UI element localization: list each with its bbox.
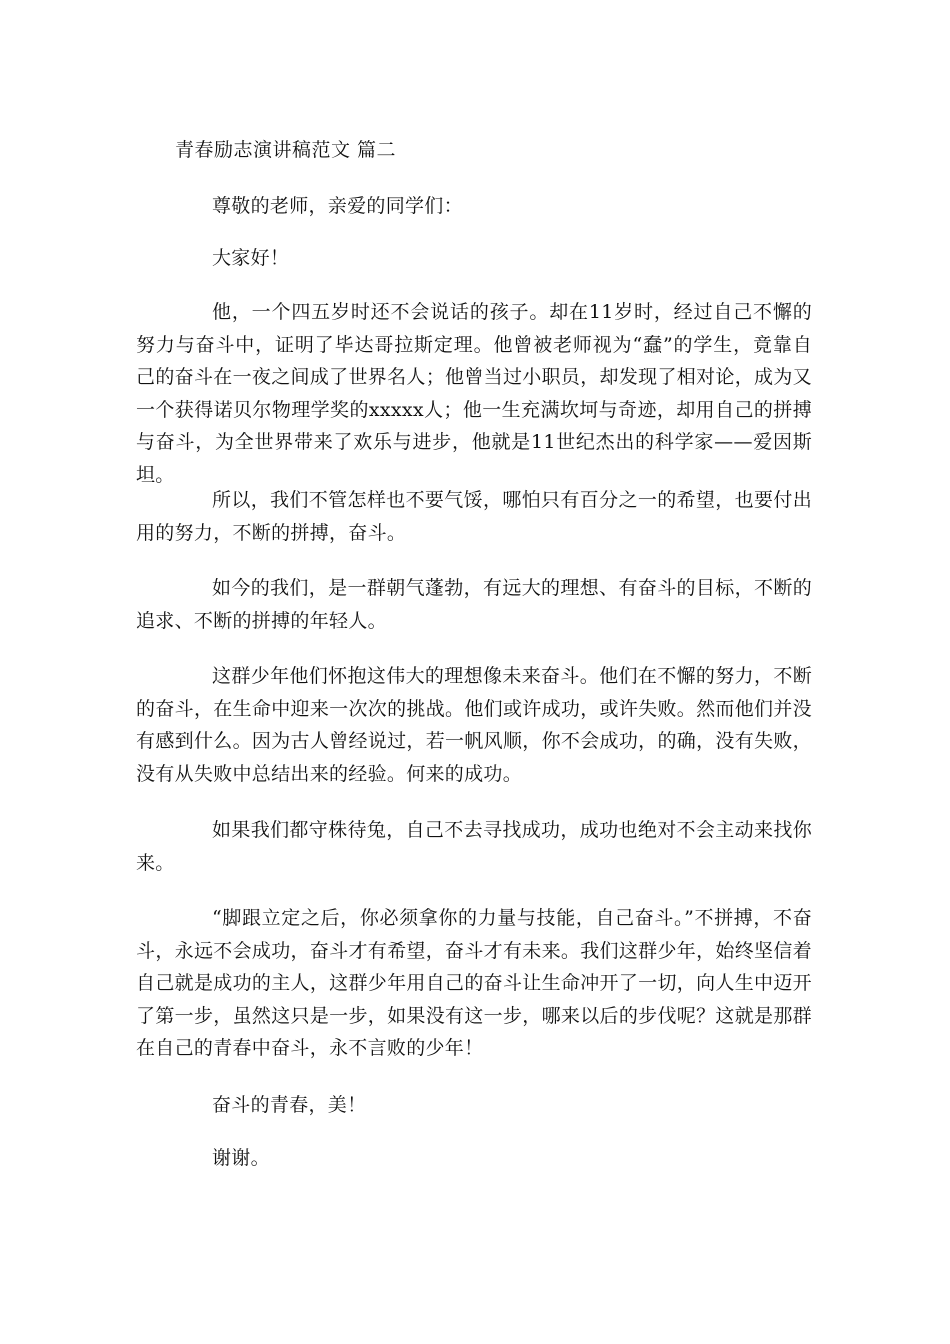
paragraph-quote: “脚跟立定之后，你必须拿你的力量与技能，自己奋斗。”不拼搏，不奋斗，永远不会成功，奋斗才有希望，奋斗才有未来。我们这群少年，始终坚信着自己就是成功的主人，这群少年用自己的奋斗让生命冲开了一切，向人生中迈开了第一步，虽然这只是一步，如果没有这一步，哪来以后的步伐呢？这就是那群在自己的青春中奋斗，永不言败的少年！ [136, 907, 812, 1059]
salutation: 尊敬的老师，亲爱的同学们： [212, 195, 463, 217]
greeting: 大家好！ [212, 247, 290, 269]
paragraph-challenges: 这群少年他们怀抱这伟大的理想像未来奋斗。他们在不懈的努力，不断的奋斗，在生命中迎来一次次的挑战。他们或许成功，或许失败。然而他们并没有感到什么。因为古人曾经说过，若一帆风顺，你不会成功，的确，没有失败，没有从失败中总结出来的经验。何来的成功。 [136, 665, 812, 785]
paragraph-youth: 如今的我们，是一群朝气蓬勃，有远大的理想、有奋斗的目标，不断的追求、不断的拼搏的年轻人。 [136, 577, 812, 632]
paragraph-waiting: 如果我们都守株待兔，自己不去寻找成功，成功也绝对不会主动来找你来。 [136, 819, 812, 874]
thanks: 谢谢。 [212, 1147, 270, 1169]
closing-line: 奋斗的青春，美！ [212, 1094, 367, 1116]
document-title: 青春励志演讲稿范文 篇二 [175, 139, 397, 161]
paragraph-einstein: 他，一个四五岁时还不会说话的孩子。却在11岁时，经过自己不懈的努力与奋斗中，证明了毕达哥拉斯定理。他曾被老师视为“蠢”的学生，竟靠自己的奋斗在一夜之间成了世界名人；他曾当过小职员，却发现了相对论，成为又一个获得诺贝尔物理学奖的xxxxx人；他一生充满坎坷与奇迹，却用自己的拼搏与奋斗，为全世界带来了欢乐与进步，他就是11世纪杰出的科学家——爱因斯坦。 [136, 301, 812, 486]
paragraph-perseverance: 所以，我们不管怎样也不要气馁，哪怕只有百分之一的希望，也要付出用的努力，不断的拼搏，奋斗。 [136, 489, 812, 544]
